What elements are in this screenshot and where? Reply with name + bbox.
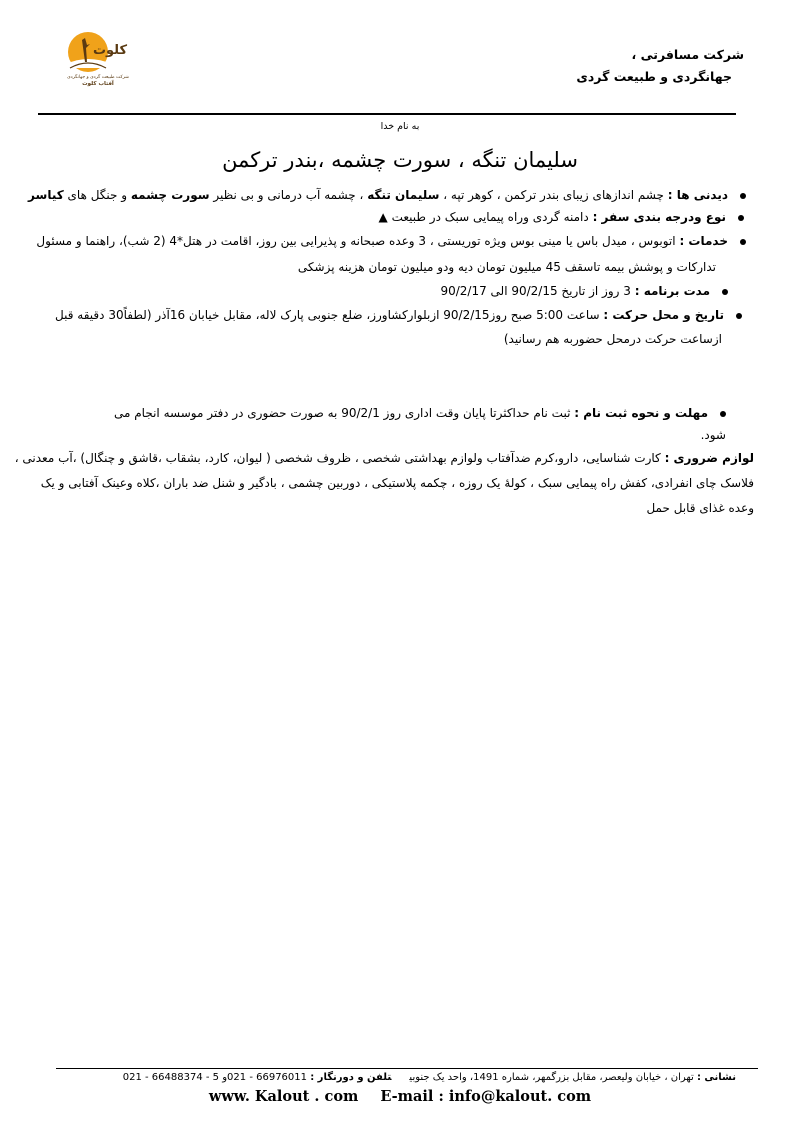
sights-text-c: و جنگل های <box>63 188 131 202</box>
trip-type-text: دامنه گردی وراه پیمایی سبک در طبیعت ▲ <box>378 210 593 224</box>
services-text-cont: تدارکات و پوشش بیمه تاسقف 45 میلیون تومان دیه ودو میلیون تومان هزینه پزشکی <box>297 260 716 274</box>
address-text: تهران ، خیابان ولیعصر، مقابل بزرگمهر، شماره 1491، واحد یک جنوبی <box>409 1072 697 1083</box>
phone-label: تلفن و دورنگار : <box>310 1072 392 1083</box>
company-logo <box>56 18 140 90</box>
list-item-duration <box>28 280 754 302</box>
company-name-line2: جهانگردی و طبیعت گردی <box>576 69 732 84</box>
sights-bold-c: کیاسر <box>28 188 64 202</box>
footer-divider <box>56 1068 758 1069</box>
essentials-label: لوازم ضروری : <box>664 451 754 465</box>
footer-contact <box>56 1072 736 1083</box>
essentials-line2: فلاسک چای انفرادی، کفش راه پیمایی سبک ، کولهٔ یک روزه ، چکمه پلاستیکی ، دوربین چشمی ، بادگیر و شنل ضد باران ،کلاه وعینک آفتابی و یک <box>40 476 754 490</box>
essentials-line1: کارت شناسایی، دارو،کرم ضدآفتاب ولوازم بهداشتی شخصی ، ظروف شخصی ( لیوان، کارد، بشقاب ،قاشق و چنگال) ،آب معدنی ، <box>14 451 665 465</box>
services-label: خدمات : <box>679 234 728 248</box>
deadline-label: مهلت و نحوه ثبت نام : <box>574 406 708 420</box>
deadline-text: ثبت نام حداکثرتا پایان وقت اداری روز 90/2/1 به صورت حضوری در دفتر موسسه انجام می شود. <box>114 406 726 442</box>
services-text: اتوبوس ، میدل باس یا مینی بوس ویژه توریستی ، 3 وعده صبحانه و پذیرایی بین روز، اقامت در هتل*4 (2 شب)، راهنما و مسئول <box>36 234 680 248</box>
essentials-line3: وعده غذای قابل حمل <box>646 501 754 515</box>
logo-caption-line1: شرکت طبیعت گردی و جهانگردی <box>67 75 129 80</box>
sights-bold-a: سلیمان تنگه <box>367 188 440 202</box>
departure-text-cont: ازساعت حرکت درمحل حضوربه هم رسانید) <box>503 332 722 346</box>
sights-text-b: ، چشمه آب درمانی و بی نظیر <box>209 188 368 202</box>
bullet-icon <box>738 215 744 221</box>
duration-label: مدت برنامه : <box>634 284 710 298</box>
sights-text-a: چشم اندازهای زیبای بندر ترکمن ، کوهر تپه ، <box>439 188 668 202</box>
duration-text: 3 روز از تاریخ 90/2/15 الی 90/2/17 <box>440 284 635 298</box>
footer-web <box>0 1088 800 1105</box>
list-item-services <box>28 230 754 278</box>
sun-silhouette-icon <box>56 18 140 90</box>
page-title: سلیمان تنگه ، سورت چشمه ،بندر ترکمن <box>222 148 578 172</box>
phone-text: 66976011 - 021و 5 - 66488374 - 021 <box>122 1072 311 1083</box>
departure-text: ساعت 5:00 صبح روز90/2/15 ازبلوارکشاورز، ضلع جنوبی پارک لاله، مقابل خیابان 16آذر (لطفاً30 دقیقه قبل <box>55 308 604 322</box>
address-label: نشانی : <box>696 1072 736 1083</box>
company-name-line1: شرکت مسافرتی ، <box>631 47 744 62</box>
list-item-sights <box>28 184 754 206</box>
logo-caption-line2: آفتاب کلوت <box>82 81 114 87</box>
email-link[interactable]: E-mail : info@kalout. com <box>380 1088 592 1105</box>
sights-label: دیدنی ها : <box>667 188 728 202</box>
logo-text: کلوت <box>92 43 128 58</box>
company-name <box>484 44 744 88</box>
itinerary-details <box>28 184 754 350</box>
essential-items <box>14 446 754 521</box>
sights-bold-b: سورت چشمه <box>130 188 210 202</box>
bullet-icon <box>736 313 742 319</box>
bullet-icon <box>740 193 746 199</box>
list-item-departure <box>28 304 754 350</box>
departure-label: تاریخ و محل حرکت : <box>603 308 724 322</box>
basmala: به نام خدا <box>380 121 420 132</box>
list-item-trip-type <box>28 206 754 228</box>
bullet-icon <box>722 289 728 295</box>
header-divider <box>38 113 736 115</box>
bullet-icon <box>720 411 726 417</box>
trip-type-label: نوع ودرجه بندی سفر : <box>592 210 726 224</box>
website-link[interactable]: www. Kalout . com <box>208 1088 359 1105</box>
bullet-icon <box>740 239 746 245</box>
registration-deadline <box>100 402 736 446</box>
